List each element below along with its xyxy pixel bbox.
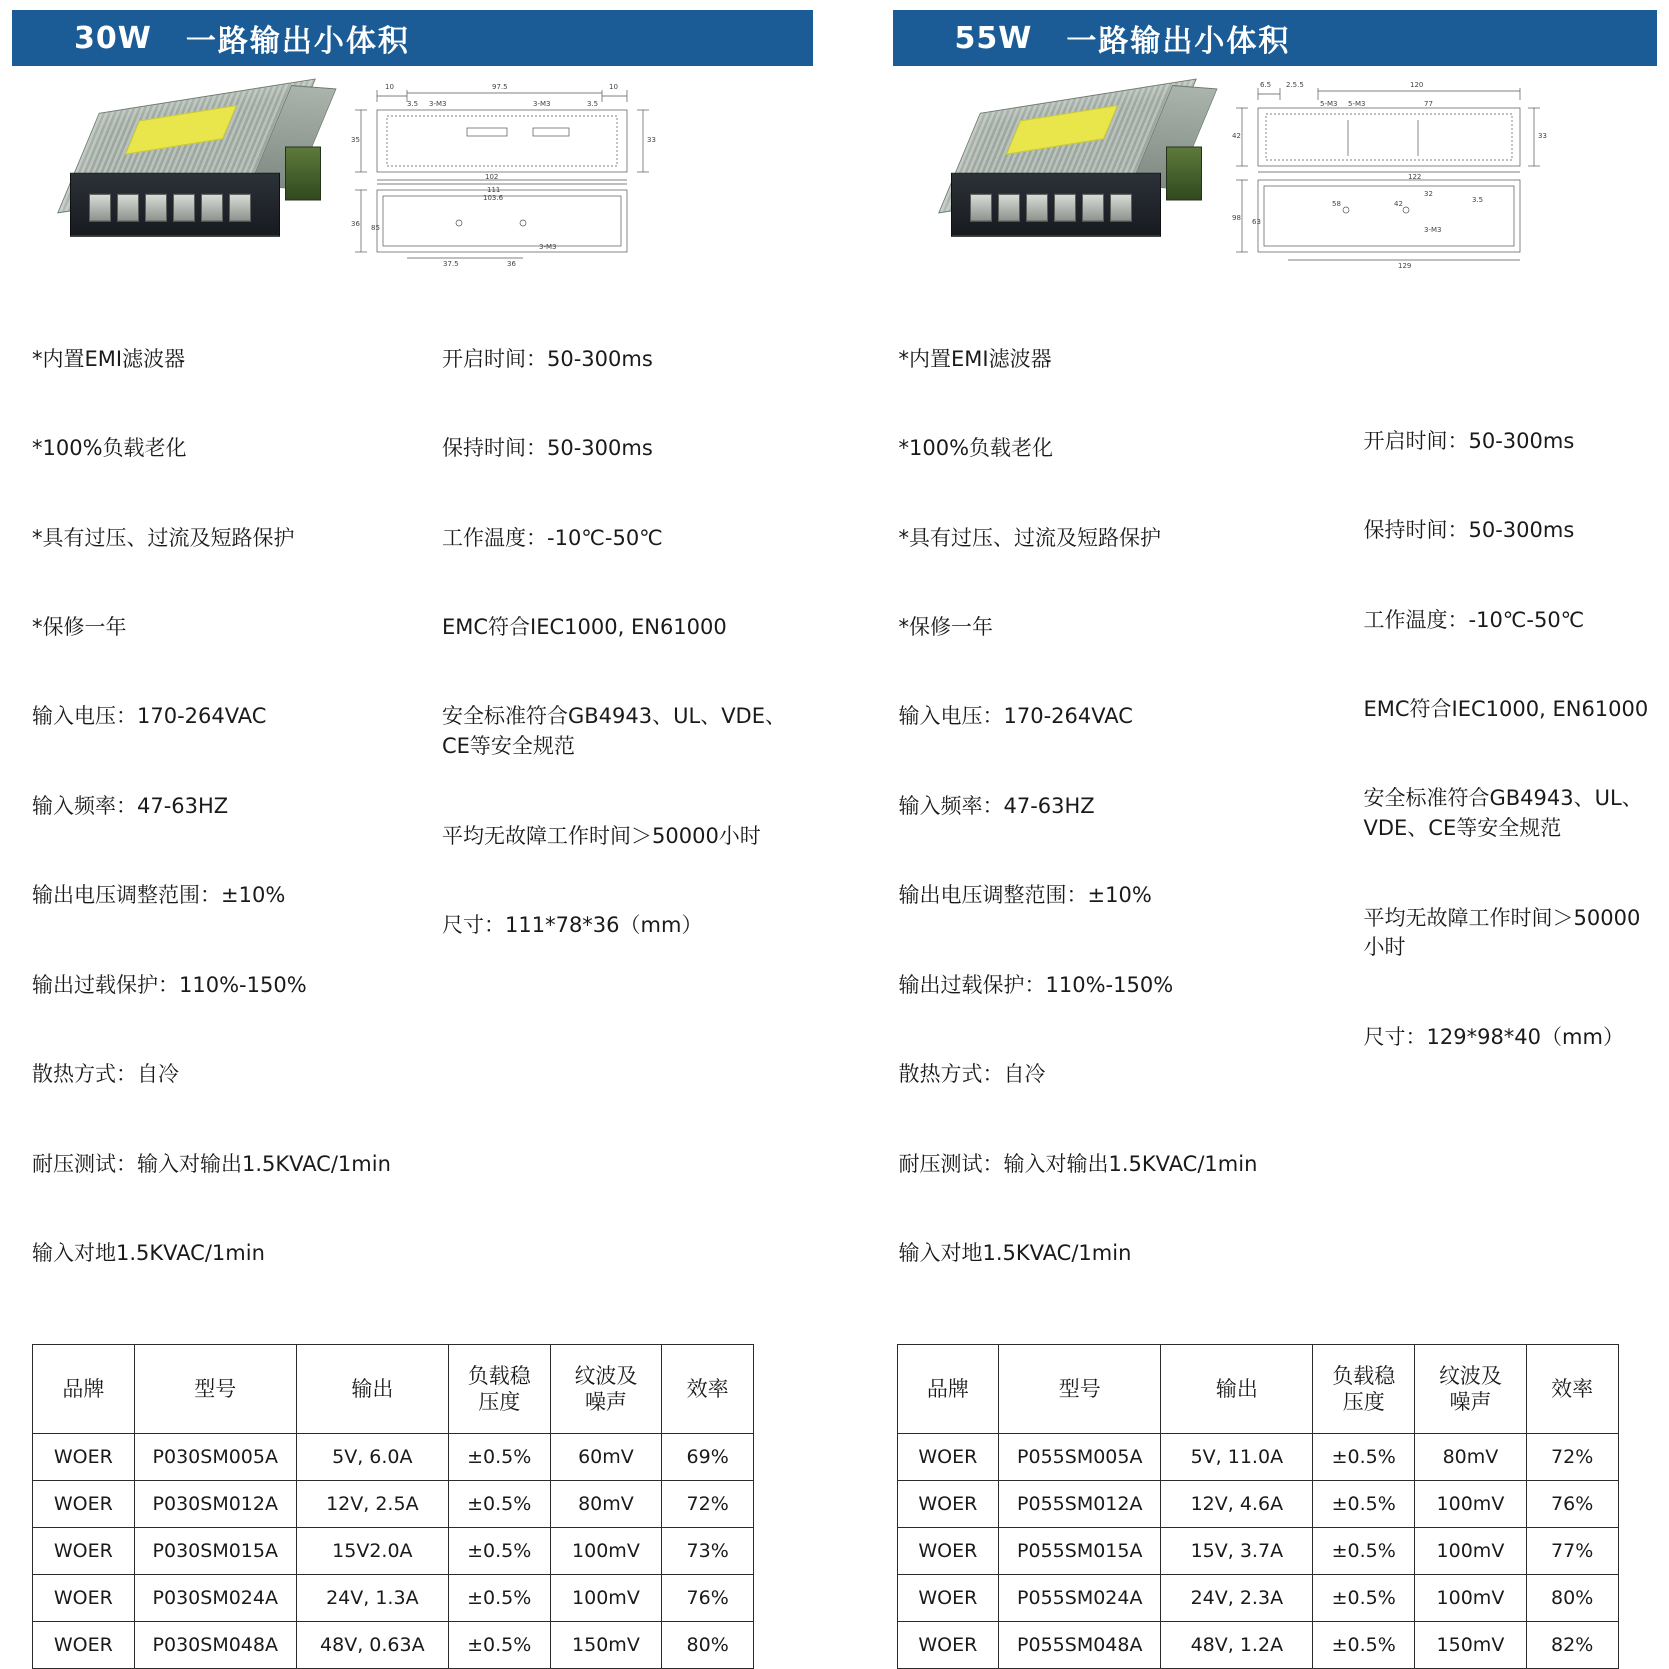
cell-output: 48V, 0.63A xyxy=(296,1622,448,1669)
cell-ripple: 60mV xyxy=(550,1434,662,1481)
spec-line: *具有过压、过流及短路保护 xyxy=(898,525,1161,550)
table-row xyxy=(33,1622,754,1669)
spec-line: 平均无故障工作时间＞50000小时 xyxy=(1363,905,1641,960)
cell-output: 15V, 3.7A xyxy=(1161,1528,1313,1575)
svg-text:120: 120 xyxy=(1409,81,1423,89)
psu-terminal xyxy=(1082,194,1104,222)
cell-load-regulation: ±0.5% xyxy=(448,1434,550,1481)
cell-brand: WOER xyxy=(33,1528,135,1575)
cell-efficiency: 76% xyxy=(662,1575,754,1622)
svg-text:98: 98 xyxy=(1231,214,1241,222)
svg-text:5-M3: 5-M3 xyxy=(1319,100,1337,108)
cell-model: P030SM005A xyxy=(134,1434,296,1481)
svg-text:3.5: 3.5 xyxy=(587,100,599,108)
spec-line: 尺寸：111*78*36（mm） xyxy=(442,913,703,938)
panel-title: 一路输出小体积 xyxy=(185,24,410,59)
cell-model: P055SM024A xyxy=(999,1575,1161,1622)
psu-terminal xyxy=(970,194,992,222)
spec-line: 输出电压调整范围：±10% xyxy=(898,883,1152,908)
th-load-regulation: 负载稳 压度 xyxy=(1313,1345,1415,1434)
spec-line: 开启时间：50-300ms xyxy=(1363,428,1575,453)
cell-efficiency: 77% xyxy=(1526,1528,1618,1575)
cell-load-regulation: ±0.5% xyxy=(448,1622,550,1669)
cell-output: 15V2.0A xyxy=(296,1528,448,1575)
product-photo-30w xyxy=(52,80,337,265)
table-row xyxy=(33,1481,754,1528)
th-efficiency: 效率 xyxy=(1526,1345,1618,1434)
power-supply-illustration xyxy=(70,79,315,268)
cell-model: P055SM005A xyxy=(999,1434,1161,1481)
psu-terminal xyxy=(229,194,251,222)
svg-text:3-M3: 3-M3 xyxy=(429,100,447,108)
spec-line: *保修一年 xyxy=(32,614,127,639)
th-brand: 品牌 xyxy=(897,1345,999,1434)
svg-text:122: 122 xyxy=(1407,173,1421,181)
spec-line: 耐压测试：输入对输出1.5KVAC/1min xyxy=(32,1151,391,1176)
cell-efficiency: 80% xyxy=(662,1622,754,1669)
cell-ripple: 100mV xyxy=(1415,1528,1527,1575)
spec-line: 输入电压：170-264VAC xyxy=(898,704,1133,729)
spec-line: *保修一年 xyxy=(898,614,993,639)
cell-model: P055SM012A xyxy=(999,1481,1161,1528)
table-row xyxy=(33,1575,754,1622)
svg-text:3-M3: 3-M3 xyxy=(539,243,557,251)
svg-text:42: 42 xyxy=(1393,200,1403,208)
svg-text:85: 85 xyxy=(371,224,380,232)
cell-brand: WOER xyxy=(897,1622,999,1669)
cell-efficiency: 80% xyxy=(1526,1575,1618,1622)
cell-ripple: 80mV xyxy=(550,1481,662,1528)
th-output: 输出 xyxy=(296,1345,448,1434)
spec-line: 散热方式：自冷 xyxy=(898,1062,1046,1087)
power-supply-illustration xyxy=(951,79,1196,268)
panel-title: 一路输出小体积 xyxy=(1066,24,1291,59)
spec-line: 输出过载保护：110%-150% xyxy=(898,972,1174,997)
specs-30w xyxy=(12,285,813,1328)
cell-ripple: 100mV xyxy=(1415,1481,1527,1528)
panel-images-55w xyxy=(893,80,1658,275)
cell-model: P030SM048A xyxy=(134,1622,296,1669)
cell-output: 12V, 4.6A xyxy=(1161,1481,1313,1528)
svg-text:129: 129 xyxy=(1397,262,1411,270)
cell-efficiency: 76% xyxy=(1526,1481,1618,1528)
th-load-regulation: 负载稳 压度 xyxy=(448,1345,550,1434)
psu-terminal xyxy=(173,194,195,222)
psu-terminal xyxy=(89,194,111,222)
cell-efficiency: 72% xyxy=(662,1481,754,1528)
spec-line: *100%负载老化 xyxy=(32,436,187,461)
psu-terminal xyxy=(117,194,139,222)
model-table-30w xyxy=(32,1344,754,1669)
panel-wattage: 30W xyxy=(74,20,152,56)
cell-load-regulation: ±0.5% xyxy=(1313,1434,1415,1481)
cell-output: 5V, 11.0A xyxy=(1161,1434,1313,1481)
spec-line: 输入对地1.5KVAC/1min xyxy=(32,1241,265,1265)
dimension-drawing-55w xyxy=(1228,80,1658,270)
panel-wattage: 55W xyxy=(954,20,1033,56)
cell-brand: WOER xyxy=(33,1622,135,1669)
psu-pcb xyxy=(1166,146,1202,200)
cell-efficiency: 73% xyxy=(662,1528,754,1575)
cell-ripple: 150mV xyxy=(1415,1622,1527,1669)
cell-brand: WOER xyxy=(897,1481,999,1528)
spec-line: 保持时间：50-300ms xyxy=(442,436,653,461)
cell-ripple: 100mV xyxy=(550,1575,662,1622)
spec-line: *具有过压、过流及短路保护 xyxy=(32,525,295,550)
cell-efficiency: 72% xyxy=(1526,1434,1618,1481)
spec-line: 耐压测试：输入对输出1.5KVAC/1min xyxy=(898,1151,1258,1176)
svg-text:36: 36 xyxy=(507,260,516,268)
cell-model: P030SM015A xyxy=(134,1528,296,1575)
spec-line: 安全标准符合GB4943、UL、VDE、CE等安全规范 xyxy=(1363,786,1643,841)
psu-terminal xyxy=(1110,194,1132,222)
cell-efficiency: 82% xyxy=(1526,1622,1618,1669)
cell-ripple: 100mV xyxy=(1415,1575,1527,1622)
cell-output: 24V, 1.3A xyxy=(296,1575,448,1622)
svg-text:103.6: 103.6 xyxy=(483,194,504,202)
spec-line: 开启时间：50-300ms xyxy=(442,346,653,371)
th-efficiency: 效率 xyxy=(662,1345,754,1434)
svg-text:37.5: 37.5 xyxy=(443,260,459,268)
svg-text:102: 102 xyxy=(485,173,499,181)
th-model: 型号 xyxy=(134,1345,296,1434)
psu-terminal xyxy=(201,194,223,222)
spec-line: EMC符合IEC1000, EN61000 xyxy=(1363,696,1649,721)
spec-line: *内置EMI滤波器 xyxy=(32,346,186,371)
cell-model: P030SM012A xyxy=(134,1481,296,1528)
table-header-row xyxy=(897,1345,1618,1434)
spec-line: 保持时间：50-300ms xyxy=(1363,518,1575,543)
cell-brand: WOER xyxy=(897,1528,999,1575)
cell-brand: WOER xyxy=(33,1575,135,1622)
cell-output: 24V, 2.3A xyxy=(1161,1575,1313,1622)
svg-text:3-M3: 3-M3 xyxy=(1423,226,1441,234)
cell-model: P055SM048A xyxy=(999,1622,1161,1669)
table-row xyxy=(33,1434,754,1481)
cell-ripple: 80mV xyxy=(1415,1434,1527,1481)
specs-column-right-55w xyxy=(1354,285,1658,1328)
spec-line: 工作温度：-10℃-50℃ xyxy=(1363,607,1585,632)
spec-line: *内置EMI滤波器 xyxy=(898,346,1052,371)
cell-load-regulation: ±0.5% xyxy=(1313,1528,1415,1575)
specs-column-right-30w xyxy=(432,285,813,1328)
svg-text:77: 77 xyxy=(1423,100,1433,108)
th-output: 输出 xyxy=(1161,1345,1313,1434)
cell-brand: WOER xyxy=(33,1434,135,1481)
table-row xyxy=(897,1575,1618,1622)
cell-brand: WOER xyxy=(897,1575,999,1622)
spec-line: 安全标准符合GB4943、UL、VDE、CE等安全规范 xyxy=(442,704,786,759)
th-model: 型号 xyxy=(999,1345,1161,1434)
svg-text:2.5.5: 2.5.5 xyxy=(1285,81,1304,89)
panel-images-30w xyxy=(12,80,813,275)
cell-output: 5V, 6.0A xyxy=(296,1434,448,1481)
svg-text:32: 32 xyxy=(1423,190,1433,198)
table-row xyxy=(33,1528,754,1575)
cell-load-regulation: ±0.5% xyxy=(448,1528,550,1575)
psu-terminal xyxy=(145,194,167,222)
dimension-drawing-30w xyxy=(347,80,813,270)
svg-text:6.5: 6.5 xyxy=(1259,81,1271,89)
cell-load-regulation: ±0.5% xyxy=(448,1481,550,1528)
cell-load-regulation: ±0.5% xyxy=(448,1575,550,1622)
cell-output: 48V, 1.2A xyxy=(1161,1622,1313,1669)
spec-line: 输入对地1.5KVAC/1min xyxy=(898,1241,1132,1265)
psu-case-front xyxy=(70,173,280,237)
specs-55w xyxy=(893,285,1658,1328)
svg-text:3.5: 3.5 xyxy=(1471,196,1483,204)
dimension-drawing-svg xyxy=(347,80,677,270)
cell-model: P055SM015A xyxy=(999,1528,1161,1575)
specs-column-left-30w xyxy=(12,285,432,1328)
psu-case-front xyxy=(951,173,1161,237)
svg-text:33: 33 xyxy=(1537,132,1547,140)
cell-ripple: 100mV xyxy=(550,1528,662,1575)
table-row xyxy=(897,1528,1618,1575)
psu-pcb xyxy=(285,146,321,200)
psu-terminal xyxy=(1054,194,1076,222)
spec-line: 输出电压调整范围：±10% xyxy=(32,883,286,908)
svg-text:10: 10 xyxy=(385,83,394,91)
table-header-row xyxy=(33,1345,754,1434)
svg-text:35: 35 xyxy=(351,136,360,144)
spec-line: 输入频率：47-63HZ xyxy=(898,793,1095,818)
svg-text:42: 42 xyxy=(1231,132,1241,140)
specs-column-left-55w xyxy=(893,285,1354,1328)
th-brand: 品牌 xyxy=(33,1345,135,1434)
table-row xyxy=(897,1434,1618,1481)
product-panel-55w xyxy=(835,10,1658,1657)
cell-load-regulation: ±0.5% xyxy=(1313,1575,1415,1622)
cell-ripple: 150mV xyxy=(550,1622,662,1669)
cell-efficiency: 69% xyxy=(662,1434,754,1481)
svg-text:10: 10 xyxy=(609,83,618,91)
spec-line: 输入频率：47-63HZ xyxy=(32,793,229,818)
th-ripple-noise: 纹波及 噪声 xyxy=(1415,1345,1527,1434)
spec-line: 尺寸：129*98*40（mm） xyxy=(1363,1024,1624,1049)
cell-brand: WOER xyxy=(897,1434,999,1481)
svg-text:97.5: 97.5 xyxy=(492,83,508,91)
svg-text:111: 111 xyxy=(487,186,501,194)
dimension-drawing-svg xyxy=(1228,80,1558,270)
model-table-55w xyxy=(897,1344,1619,1669)
spec-line: *100%负载老化 xyxy=(898,436,1054,461)
spec-line: 散热方式：自冷 xyxy=(32,1062,179,1087)
spec-line: 平均无故障工作时间＞50000小时 xyxy=(442,823,761,848)
spec-line: 工作温度：-10℃-50℃ xyxy=(442,525,663,550)
product-photo-55w xyxy=(933,80,1218,265)
spec-line: EMC符合IEC1000, EN61000 xyxy=(442,614,727,639)
cell-output: 12V, 2.5A xyxy=(296,1481,448,1528)
svg-text:36: 36 xyxy=(351,220,360,228)
spec-line: 输出过载保护：110%-150% xyxy=(32,972,307,997)
spec-line: 输入电压：170-264VAC xyxy=(32,704,267,729)
panel-header-55w xyxy=(893,10,1658,66)
cell-model: P030SM024A xyxy=(134,1575,296,1622)
product-panel-30w xyxy=(12,10,835,1657)
svg-text:3-M3: 3-M3 xyxy=(533,100,551,108)
svg-text:5-M3: 5-M3 xyxy=(1347,100,1365,108)
panel-header-30w xyxy=(12,10,813,66)
cell-load-regulation: ±0.5% xyxy=(1313,1622,1415,1669)
table-row xyxy=(897,1622,1618,1669)
cell-brand: WOER xyxy=(33,1481,135,1528)
psu-terminal xyxy=(998,194,1020,222)
table-row xyxy=(897,1481,1618,1528)
svg-text:3.5: 3.5 xyxy=(407,100,419,108)
psu-terminal xyxy=(1026,194,1048,222)
cell-load-regulation: ±0.5% xyxy=(1313,1481,1415,1528)
svg-text:63: 63 xyxy=(1251,218,1261,226)
svg-text:33: 33 xyxy=(647,136,656,144)
th-ripple-noise: 纹波及 噪声 xyxy=(550,1345,662,1434)
svg-text:58: 58 xyxy=(1331,200,1341,208)
